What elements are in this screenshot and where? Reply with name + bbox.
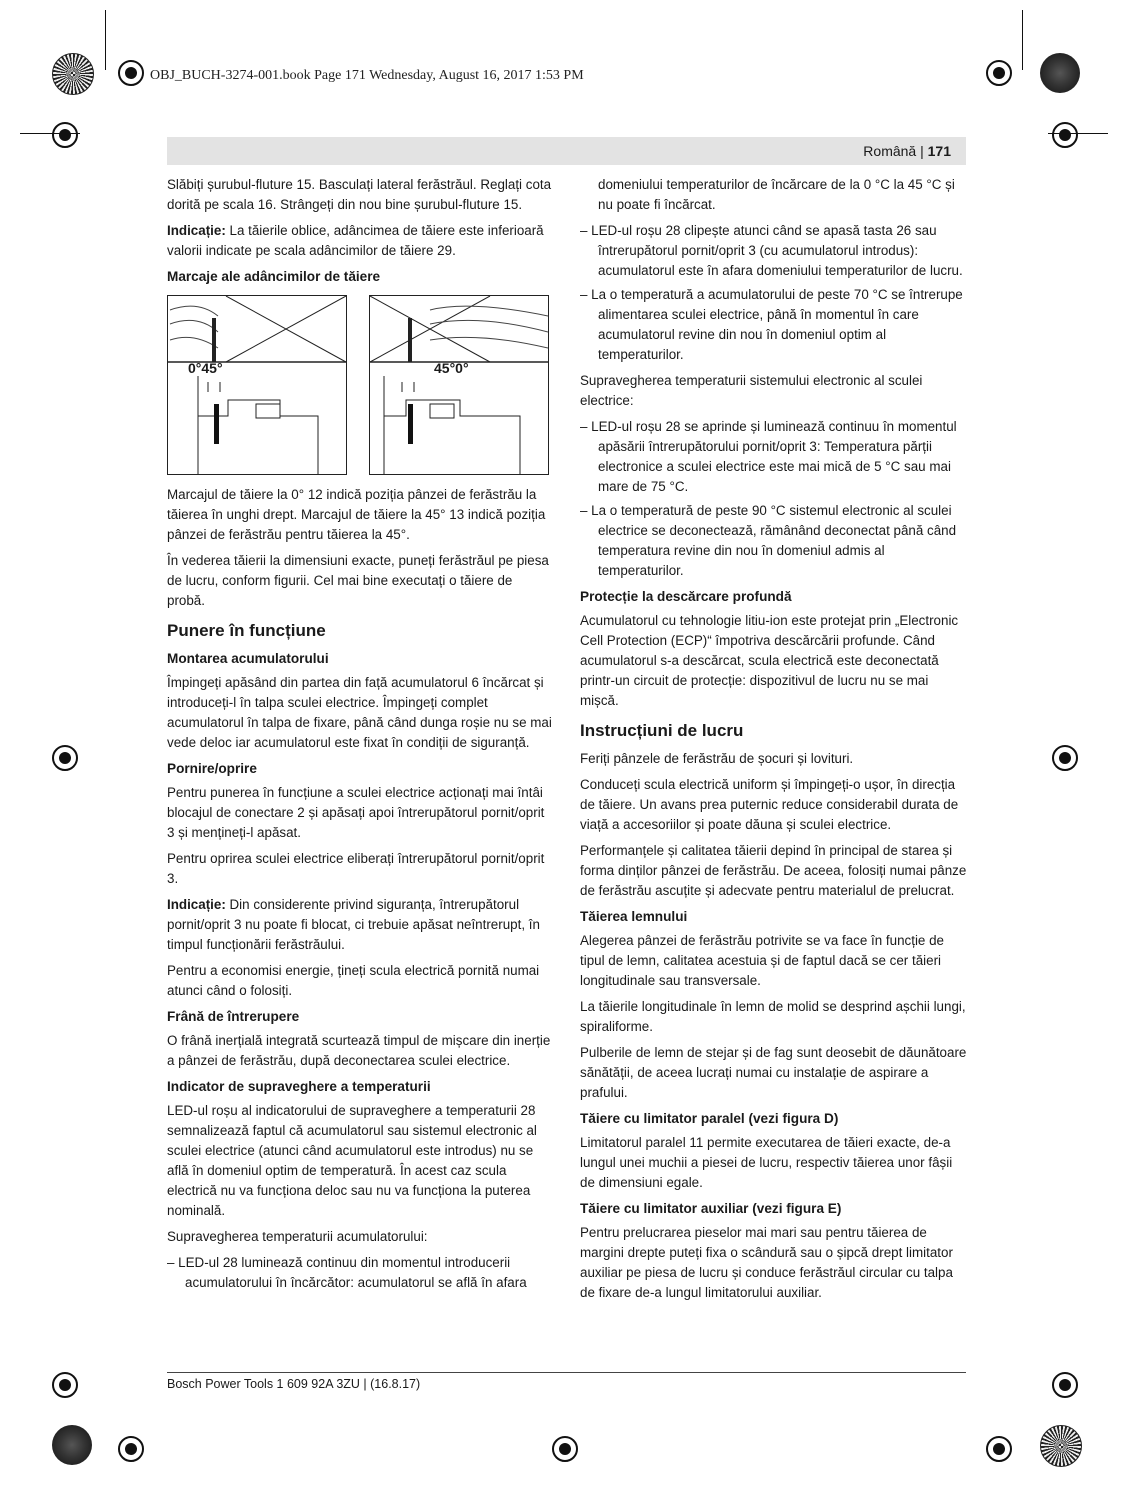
section-heading: Tăiere cu limitator paralel (vezi figura D) — [580, 1111, 839, 1126]
paragraph: LED-ul roșu al indicatorului de supraveghere a temperaturii 28 semnalizează faptul că acumulatorul sau sistemul electronic al sculei electrice (atunci când acumulatorul este introdus) nu se află în domeniul optim de temperatură. În acest caz scula electrică nu va funcționa deloc sau nu va funcționa la puterea nominală. — [167, 1103, 537, 1218]
paragraph: O frână inerțială integrată scurtează timpul de mișcare din inerție a pânzei de ferăstrău, după deconectarea sculei electrice. — [167, 1033, 551, 1068]
right-column — [580, 175, 970, 1309]
saw-illustration — [168, 296, 346, 474]
registration-mark-bottom-right — [1040, 1425, 1082, 1467]
figure-panel-right — [369, 295, 549, 475]
footer-rule — [167, 1372, 966, 1373]
note-label: Indicație: — [167, 897, 226, 912]
crop-target-right-upper — [1052, 122, 1078, 148]
crop-line — [105, 10, 106, 70]
paragraph: Acumulatorul cu tehnologie litiu-ion este protejat prin „Electronic Cell Protection (ECP)“ împotriva descărcării profunde. Când acumulatorul s-a descărcat, scula electrică este deconectată printr-un circuit de protecție: dispozitivul de lucru nu se mai mișcă. — [580, 613, 959, 708]
crop-target-bottom-center — [552, 1436, 578, 1462]
crop-target-top-right — [986, 60, 1012, 86]
header-separator: | — [916, 143, 928, 159]
paragraph: Supravegherea temperaturii sistemului electronic al sculei electrice: — [580, 373, 923, 408]
section-heading: Pornire/oprire — [167, 761, 257, 776]
note-paragraph — [167, 895, 552, 955]
crop-target-right-lower — [1052, 1372, 1078, 1398]
section-title: Instrucțiuni de lucru — [580, 721, 744, 740]
section-title: Punere în funcțiune — [167, 621, 326, 640]
paragraph: Supravegherea temperaturii acumulatorului: — [167, 1229, 428, 1244]
list-item: – LED-ul 28 luminează continuu din momentul introducerii acumulatorului în încărcător: acumulatorul se află în afara — [167, 1253, 552, 1293]
paragraph: Pentru a economisi energie, țineți scula electrică pornită numai atunci când o folosiți. — [167, 963, 540, 998]
list-item: – La o temperatură de peste 90 °C sistemul electronic al sculei electrice se deconectează, rămânând deconectat până când temperatura revine din nou în domeniul admis al temperaturilor. — [580, 501, 970, 581]
paragraph: Pentru oprirea sculei electrice eliberați întrerupătorul pornit/oprit 3. — [167, 851, 545, 886]
paragraph: În vederea tăierii la dimensiuni exacte, puneți ferăstrăul pe piesa de lucru, conform figurii. Cel mai bine executați o tăiere de probă. — [167, 553, 549, 608]
list-item-continuation: domeniului temperaturilor de încărcare de la 0 °C la 45 °C și nu poate fi încărcat. — [598, 177, 955, 212]
footer-text: Bosch Power Tools 1 609 92A 3ZU | (16.8.17) — [167, 1377, 421, 1391]
section-heading: Frână de întrerupere — [167, 1009, 300, 1024]
paragraph: Feriți pânzele de ferăstrău de șocuri și lovituri. — [580, 751, 854, 766]
crop-line — [20, 133, 80, 134]
saw-illustration — [370, 296, 548, 474]
section-heading: Tăierea lemnului — [580, 909, 688, 924]
section-heading: Indicator de supraveghere a temperaturii — [167, 1079, 431, 1094]
paragraph: Pulberile de lemn de stejar și de fag sunt deosebit de dăunătoare sănătății, de aceea lucrați numai cu instalație de aspirare a prafului. — [580, 1045, 967, 1100]
paragraph: Alegerea pânzei de ferăstrău potrivite se va face în funcție de tipul de lemn, calitatea acestuia și de faptul dacă se cer tăieri longitudinale sau transversale. — [580, 933, 944, 988]
list-item: – LED-ul roșu 28 se aprinde și luminează continuu în momentul apăsării întrerupătorului pornit/oprit 3: Temperatura părții electronice a sculei electrice este mai mică de 5 °C sau mai mare de 75 °C. — [580, 417, 970, 497]
header-bar — [167, 137, 966, 165]
cut-marks-figure — [167, 295, 552, 475]
cut-mark-label-left: 0°45° — [188, 360, 223, 376]
crop-target-left-upper — [52, 122, 78, 148]
left-column — [167, 175, 552, 1299]
page-number: 171 — [927, 143, 951, 159]
section-heading: Protecție la descărcare profundă — [580, 589, 792, 604]
figure-panel-left — [167, 295, 347, 475]
crop-target-bottom-left — [118, 1436, 144, 1462]
registration-mark-bottom-left — [52, 1425, 92, 1465]
cut-mark-label-right: 45°0° — [434, 360, 469, 376]
paragraph: Pentru prelucrarea pieselor mai mari sau pentru tăierea de margini drepte puteți fixa o scândură sau o șipcă drept limitator auxiliar pe piesa de lucru și conduce ferăstrăul circular cu talpa de fixare de-a lungul limitatorului auxiliar. — [580, 1225, 953, 1300]
registration-mark-top-left — [52, 53, 94, 95]
crop-target-top-left — [118, 60, 144, 86]
list-item: – La o temperatură a acumulatorului de peste 70 °C se întrerupe alimentarea sculei electrice, până în momentul în care acumulatorul revine din nou în domeniul optim al temperaturilor. — [580, 285, 970, 365]
note-paragraph — [167, 221, 552, 261]
paragraph: Pentru punerea în funcțiune a sculei electrice acționați mai întâi blocajul de conectare 2 și apăsați apoi întrerupătorul pornit/oprit 3 și mențineți-l apăsat. — [167, 785, 545, 840]
paragraph: Performanțele și calitatea tăierii depind în principal de starea și forma dinților pânzei de ferăstrău. De aceea, folosiți numai pânze de ferăstrău ascuțite și adecvate pentru materialul de prelucrat. — [580, 843, 967, 898]
crop-target-right-mid — [1052, 745, 1078, 771]
note-text: La tăierile oblice, adâncimea de tăiere este inferioară valorii indicate pe scala adâncimilor de tăiere 29. — [167, 223, 544, 258]
crop-target-left-mid — [52, 745, 78, 771]
section-heading: Tăiere cu limitator auxiliar (vezi figura E) — [580, 1201, 842, 1216]
crop-target-left-lower — [52, 1372, 78, 1398]
note-text: Din considerente privind siguranța, întrerupătorul pornit/oprit 3 nu poate fi blocat, ci trebuie apăsat neîntrerupt, în timpul funcționării ferăstrăului. — [167, 897, 540, 952]
header-language: Română — [863, 143, 917, 159]
crop-line — [1048, 133, 1108, 134]
note-label: Indicație: — [167, 223, 226, 238]
section-heading: Montarea acumulatorului — [167, 651, 329, 666]
paragraph: Marcajul de tăiere la 0° 12 indică poziția pânzei de ferăstrău la tăierea în unghi drept. Marcajul de tăiere la 45° 13 indică poziția pânzei de ferăstrău pentru tăierea la 45°. — [167, 487, 546, 542]
registration-mark-top-right — [1040, 53, 1080, 93]
bullet-list — [167, 1253, 552, 1293]
crop-line — [1022, 10, 1023, 70]
paragraph: Conduceți scula electrică uniform și împingeți-o ușor, în direcția de tăiere. Un avans prea puternic reduce considerabil durata de viață a accesoriilor și poate dăuna și sculei electrice. — [580, 777, 959, 832]
section-heading: Marcaje ale adâncimilor de tăiere — [167, 269, 381, 284]
list-item: – LED-ul roșu 28 clipește atunci când se apasă tasta 26 sau întrerupătorul pornit/oprit 3 (cu acumulatorul introdus): acumulatorul este în afara domeniului temperaturilor de lucru. — [580, 221, 970, 281]
paragraph: Limitatorul paralel 11 permite executarea de tăieri exacte, de-a lungul unei muchii a piesei de lucru, respectiv tăierea unor fâșii de dimensiuni egale. — [580, 1135, 953, 1190]
running-header — [863, 143, 951, 159]
paragraph: Slăbiți șurubul-fluture 15. Basculați lateral ferăstrăul. Reglați cota dorită pe scala 16. Strângeți din nou bine șurubul-fluture 15. — [167, 177, 552, 212]
bullet-list — [580, 417, 970, 581]
crop-target-bottom-right — [986, 1436, 1012, 1462]
bullet-list — [580, 221, 970, 365]
paragraph: Împingeți apăsând din partea din față acumulatorul 6 încărcat și introduceți-l în talpa sculei electrice. Împingeți complet acumulatorul în talpa de fixare, până când dunga roșie nu se mai vede deloc iar acumulatorul este fixat în condiții de siguranță. — [167, 675, 552, 750]
print-slug: OBJ_BUCH-3274-001.book Page 171 Wednesday, August 16, 2017 1:53 PM — [150, 68, 584, 83]
paragraph: La tăierile longitudinale în lemn de molid se desprind așchii lungi, spiraliforme. — [580, 999, 966, 1034]
